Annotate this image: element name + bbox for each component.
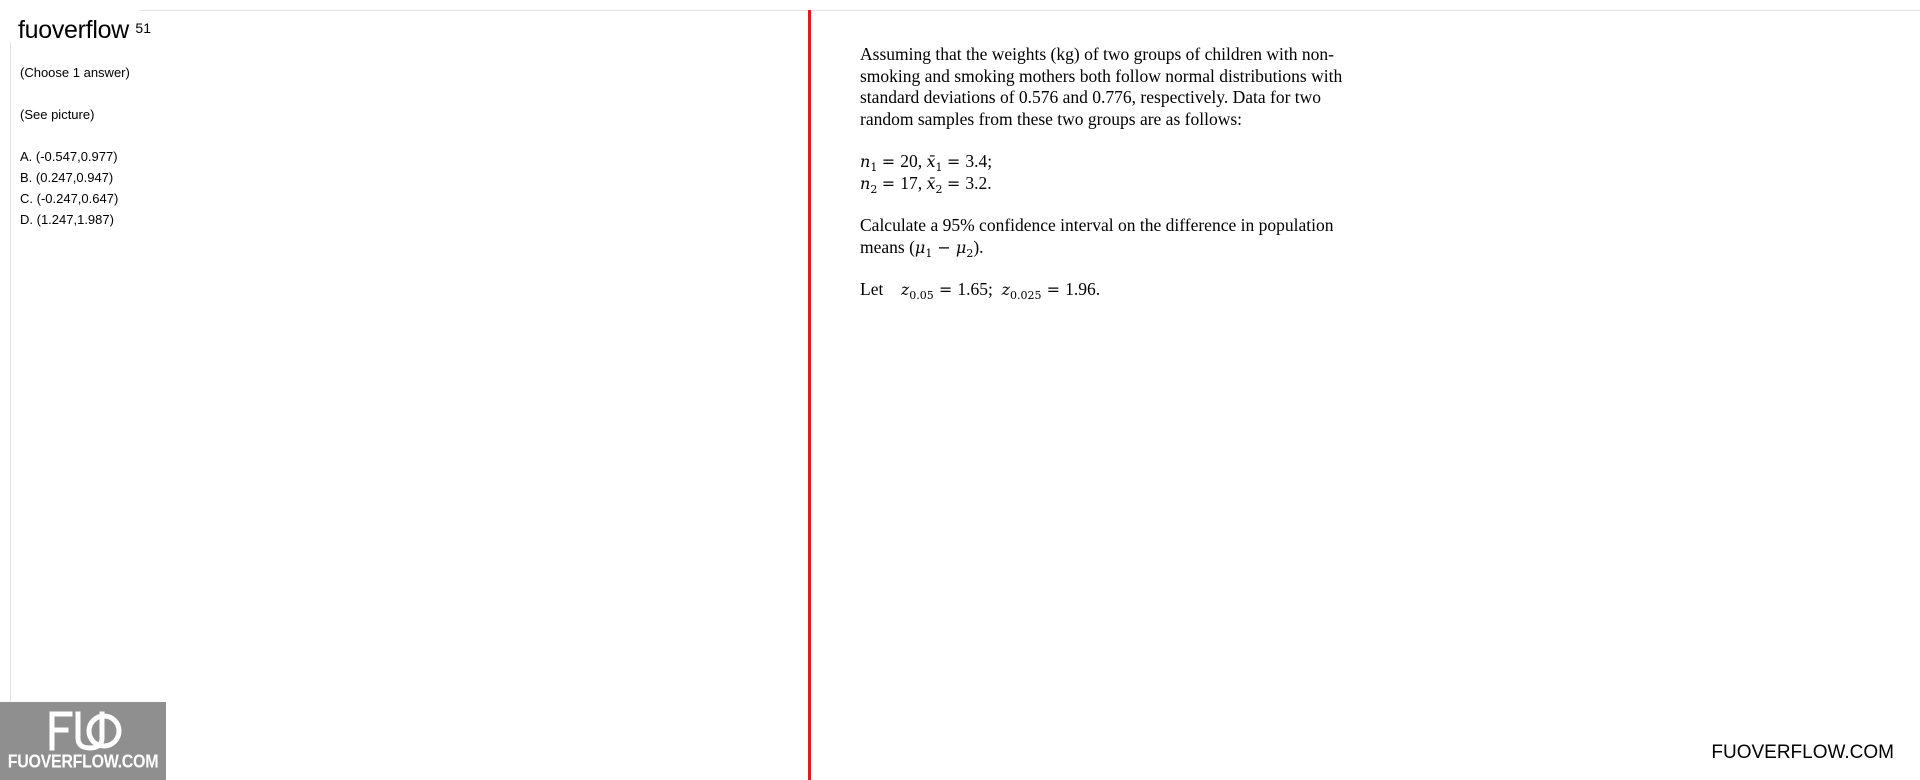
answer-option-b[interactable]: B. (0.247,0.947)	[20, 170, 114, 185]
answer-instruction: (Choose 1 answer)	[20, 65, 130, 80]
watermark-badge	[0, 702, 166, 780]
sample-2-line: $n_2 = 17$, $x̄_2 = 3.2$.	[860, 172, 992, 196]
sample-1-line: $n_1 = 20$, $x̄_1 = 3.4$;	[860, 151, 993, 175]
question-panel	[20, 62, 130, 230]
task-statement: Calculate a 95% confidence interval on the difference in population means $(\mu_1 - \mu_2)$.	[860, 215, 1334, 260]
picture-reference: (See picture)	[20, 107, 95, 122]
panel-divider	[808, 10, 811, 780]
answer-option-d[interactable]: D. (1.247,1.987)	[20, 212, 114, 227]
z-values: Let $z_{0.05} = 1.65$; $z_{0.025} = 1.96$.	[860, 279, 1101, 303]
watermark-text: FUOVERFLOW.COM	[7, 752, 159, 773]
answer-option-c[interactable]: C. (-0.247,0.647)	[20, 191, 119, 206]
brand-logo: fuoverflow	[18, 16, 135, 45]
sample-data	[860, 151, 1360, 194]
question-picture	[860, 44, 1360, 322]
top-border	[140, 10, 1920, 11]
answer-list	[20, 146, 130, 230]
problem-statement: Assuming that the weights (kg) of two groups of children with non-smoking and smoking mothers both follow normal distributions with standard deviations of 0.576 and 0.776, respectively. Data for two random samples from these two groups are as follows:	[860, 44, 1343, 129]
corner-watermark: FUOVERFLOW.COM	[1711, 742, 1894, 763]
answer-option-a[interactable]: A. (-0.547,0.977)	[20, 149, 118, 164]
left-border	[10, 42, 11, 702]
question-number: 51	[135, 20, 151, 36]
fuo-logo-icon	[0, 710, 166, 752]
